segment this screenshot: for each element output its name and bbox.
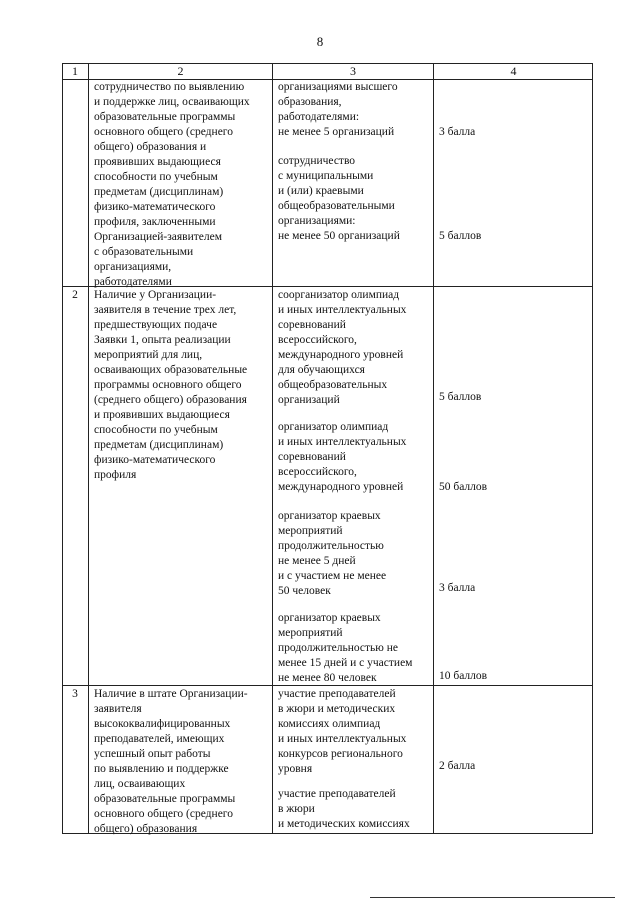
criterion-text: Наличие в штате Организации- заявителя высококвалифицированных преподавателей, имеющих успешный опыт работы по выявлению и поддержке лиц, осваивающих образовательные программы основного общего (среднего общего) образования (94, 688, 248, 835)
column-separator (433, 63, 434, 834)
score-value: 3 балла (439, 126, 476, 138)
indicator-text: организатор краевых мероприятий продолжительностью не менее 5 дней и с участием не менее 50 человек (278, 510, 387, 597)
indicator-text: сотрудничество с муниципальными и (или) краевыми общеобразовательными организациями: не менее 50 организаций (278, 155, 400, 242)
row-number: 3 (72, 688, 78, 700)
page-number: 8 (316, 34, 324, 49)
indicator-text: организациями высшего образования, работодателями: не менее 5 организаций (278, 81, 398, 138)
indicator-text: участие преподавателей в жюри и методических комиссиях олимпиад и иных интеллектуальных конкурсов регионального уровня (278, 688, 407, 775)
indicator-text: соорганизатор олимпиад и иных интеллектуальных соревнований всероссийского, международного уровней для обучающихся общеобразовательных организаций (278, 289, 407, 406)
score-value: 50 баллов (439, 481, 488, 493)
criterion-text: сотрудничество по выявлению и поддержке лиц, осваивающих образовательные программы основного общего (среднего общего) образования и проявивших выдающиеся способности по учебным предметам (дисциплинам) физико-математического профиля, заключенными Организацией-заявителем с образовательными организациями, работодателями (94, 81, 250, 288)
row-number: 2 (72, 289, 78, 301)
column-header: 2 (177, 64, 184, 78)
indicator-text: организатор олимпиад и иных интеллектуальных соревнований всероссийского, международного уровней (278, 421, 407, 493)
score-value: 10 баллов (439, 670, 488, 682)
indicator-text: участие преподавателей в жюри и методических комиссиях (278, 788, 410, 830)
footer-rule (370, 897, 615, 898)
score-value: 5 баллов (439, 391, 482, 403)
column-separator (272, 63, 273, 834)
indicator-text: организатор краевых мероприятий продолжительностью не менее 15 дней и с участием не менее 80 человек (278, 612, 413, 684)
score-value: 2 балла (439, 760, 476, 772)
column-separator (88, 63, 89, 834)
score-value: 5 баллов (439, 230, 482, 242)
criteria-table (62, 63, 593, 834)
column-header: 4 (510, 64, 517, 78)
score-value: 3 балла (439, 582, 476, 594)
table-border-left (62, 63, 63, 834)
column-header: 1 (72, 64, 78, 78)
criterion-text: Наличие у Организации- заявителя в течение трех лет, предшествующих подаче Заявки 1, опыта реализации мероприятий для лиц, осваивающих образовательные программы основного общего (среднего общего) образования и проявивших выдающиеся способности по учебным предметам (дисциплинам) физико-математического профиля (94, 289, 248, 481)
column-header: 3 (350, 64, 356, 78)
table-border-right (592, 63, 593, 834)
